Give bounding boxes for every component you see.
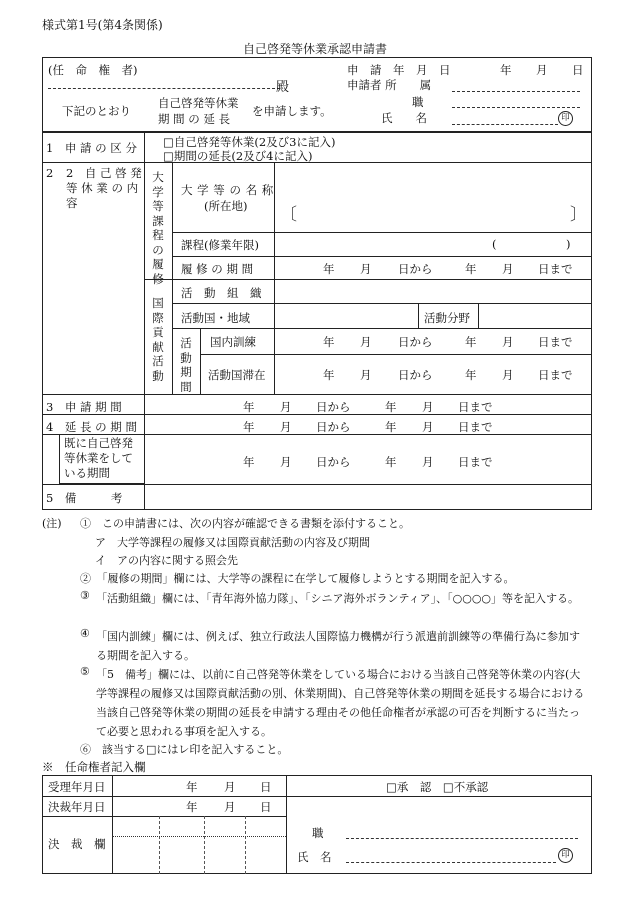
activity-org-label: 活 動 組 織 (181, 286, 262, 300)
university-course-label: 大学等課程の履修 (152, 170, 164, 286)
course-years-label: 課程(修業年限) (181, 238, 259, 252)
note-6: ⑥ 該当する□にはレ印を記入すること。 (80, 743, 289, 756)
decision-date-label: 決裁年月日 (48, 800, 106, 814)
note-3-marker: ③ (80, 589, 90, 602)
received-date-label: 受理年月日 (48, 780, 106, 794)
form-number: 様式第1号(第4条関係) (42, 18, 163, 32)
note-1b: イ アの内容に関する照会先 (95, 554, 238, 567)
note-3: 「活動組織」欄には、「青年海外協力隊」、「シニア海外ボランティア」、「○○○○」等を記入する。 (96, 592, 580, 605)
domestic-training-label: 国内訓練 (210, 335, 256, 349)
study-period-label: 履 修 の 期 間 (181, 262, 254, 276)
appointer-name-label: 氏 名 (297, 850, 332, 864)
appointer-line[interactable] (48, 88, 280, 89)
date-day: 日 (572, 63, 584, 77)
option-extension-checkbox[interactable]: □期間の延長(2及び4に記入) (163, 149, 313, 163)
row3-label: 3 申 請 期 間 (46, 400, 122, 414)
university-name-label: 大 学 等 の 名 称 (181, 183, 274, 197)
note-5: 「5 備考」欄には、以前に自己啓発等休業をしている場合における当該自己啓発等休業の内容(大学等課程の履修又は国際貢献活動の別、休業期間)、自己啓発等休業の期間を延長する場合における当該自己啓発等休業の期間の延長を申請する理由その他任命権者が承認の可否を判断するに当たって必要と思われる事項を記入する。 (96, 668, 585, 738)
date-month: 月 (536, 63, 548, 77)
appointer-position-label: 職 (312, 826, 324, 840)
intro-prefix: 下記のとおり (62, 104, 131, 118)
name-label: 氏 名 (381, 111, 427, 125)
appointer-label: (任 命 権 者) (48, 63, 138, 77)
intro-option-extension: 期 間 の 延 長 (158, 112, 231, 126)
appointer-seal-icon: 印 (558, 848, 573, 863)
note-1a: ア 大学等課程の履修又は国際貢献活動の内容及び期間 (95, 536, 370, 549)
bracket-right[interactable]: 〕 (570, 205, 587, 225)
approval-checkboxes[interactable]: □承 認 □不承認 (386, 780, 489, 794)
note-1: ① この申請書には、次の内容が確認できる書類を添付すること。 (80, 517, 410, 530)
row5-label: 5 備 考 (46, 491, 123, 505)
appointer-position-line[interactable] (346, 838, 578, 839)
appointer-name-line[interactable] (346, 862, 556, 863)
paren-close[interactable]: ) (566, 237, 571, 251)
intro-option-leave: 自己啓発等休業 (158, 96, 239, 110)
seal-icon: 印 (558, 111, 573, 126)
application-form-page: 様式第1号(第4条関係) 自己啓発等休業承認申請書 (任 命 権 者) 殿 申 請 年 月 日 年 月 日 申請者 所 属 職 氏 名 印 下記のとおり 自己啓発等休業 期 間 の 延 長 を申請します。 1 申 請 の 区 分 □自己啓発等休業(2及び3に記入) □期間の延長(2及び4に記入) 2 自 己 啓 発 等 休 業 の 内 容 2 大学等課程の履修 国際貢献活動 活動期間 大 学 等 の 名 称 (所在地) 〔 〕 課程(修業年限) ( ) 履 修 の 期 間 年 月 日から 年 月 日まで 活 動 組 織 活動国・地域 活動分野 国内訓練 年 月 日から 年 月 日まで 活動国滞在 年 月 日から 年 月 日まで 3 申 請 期 間 年 月 日から 年 月 日まで 4 延 長 の 期 間 年 月 日から 年 月 日まで 既に自己啓発等休業をしている期間 年 月 日から 年 月 日まで 5 備 考 (注) ① この申請書には、次の内容が確認できる書類を添付すること。 ア 大学等課程の履修又は国際貢献活動の内容及び期間 イ アの内容に関する照会先 ② 「履修の期間」欄には、大学等の課程に在学して履修しようとする期間を記入する。 ③ 「活動組織」欄には、「青年海外協力隊」、「シニア海外ボランティア」、「○○○○」等を記入する。 ④ 「国内訓練」欄には、例えば、独立行政法人国際協力機構が行う派遣前訓練等の準備行為に参加する期間を記入する。 ⑤ 「5 備考」欄には、以前に自己啓発等休業をしている場合における当該自己啓発等休業の内容(大学等課程の履修又は国際貢献活動の別、休業期間)、自己啓発等休業の期間を延長する場合における当該自己啓発等休業の期間の延長を申請する理由その他任命権者が承認の可否を判断するに当たって必要と思われる事項を記入する。 ⑥ 該当する□にはレ印を記入すること。 ※ 任命権者記入欄 受理年月日 年 月 日 決裁年月日 年 月 日 決 裁 欄 □承 認 □不承認 職 氏 名 印 (0, 0, 630, 915)
appointer-section-heading: ※ 任命権者記入欄 (42, 760, 146, 774)
note-5-marker: ⑤ (80, 665, 90, 678)
row2-label: 2 自 己 啓 発 等 休 業 の 内 容 (66, 166, 142, 210)
overseas-stay-label: 活動国滞在 (208, 368, 266, 382)
position-label: 職 (412, 95, 424, 109)
international-label: 国際貢献活動 (152, 296, 164, 383)
intro-suffix: を申請します。 (252, 104, 332, 118)
prior-leave-label: 既に自己啓発等休業をしている期間 (64, 436, 133, 480)
date-year: 年 (500, 63, 512, 77)
dono-label: 殿 (276, 80, 290, 95)
bracket-left: 〔 (280, 205, 297, 225)
row4-label: 4 延 長 の 期 間 (46, 420, 137, 434)
note-2: ② 「履修の期間」欄には、大学等の課程に在学して履修しようとする期間を記入する。 (80, 572, 515, 585)
row2-number: 2 (46, 166, 54, 180)
paren-open: ( (492, 237, 497, 251)
university-location-label: (所在地) (204, 199, 248, 213)
notes-label: (注) (42, 517, 62, 530)
position-line[interactable] (452, 107, 580, 108)
decision-column-label: 決 裁 欄 (48, 837, 106, 851)
name-line[interactable] (452, 124, 558, 125)
option-leave-checkbox[interactable]: □自己啓発等休業(2及び3に記入) (163, 135, 336, 149)
affiliation-line[interactable] (452, 91, 580, 92)
note-4: 「国内訓練」欄には、例えば、独立行政法人国際協力機構が行う派遣前訓練等の準備行為に参加する期間を記入する。 (96, 630, 580, 662)
form-title: 自己啓発等休業承認申請書 (242, 42, 387, 56)
activity-field-label: 活動分野 (424, 311, 470, 325)
note-4-marker: ④ (80, 627, 90, 640)
row1-label: 1 申 請 の 区 分 (46, 141, 137, 155)
activity-country-label: 活動国・地域 (181, 311, 250, 325)
activity-period-label: 活動期間 (180, 336, 192, 394)
affiliation-label: 申請者 所 属 (347, 78, 432, 92)
application-date-label: 申 請 年 月 日 (347, 63, 451, 77)
